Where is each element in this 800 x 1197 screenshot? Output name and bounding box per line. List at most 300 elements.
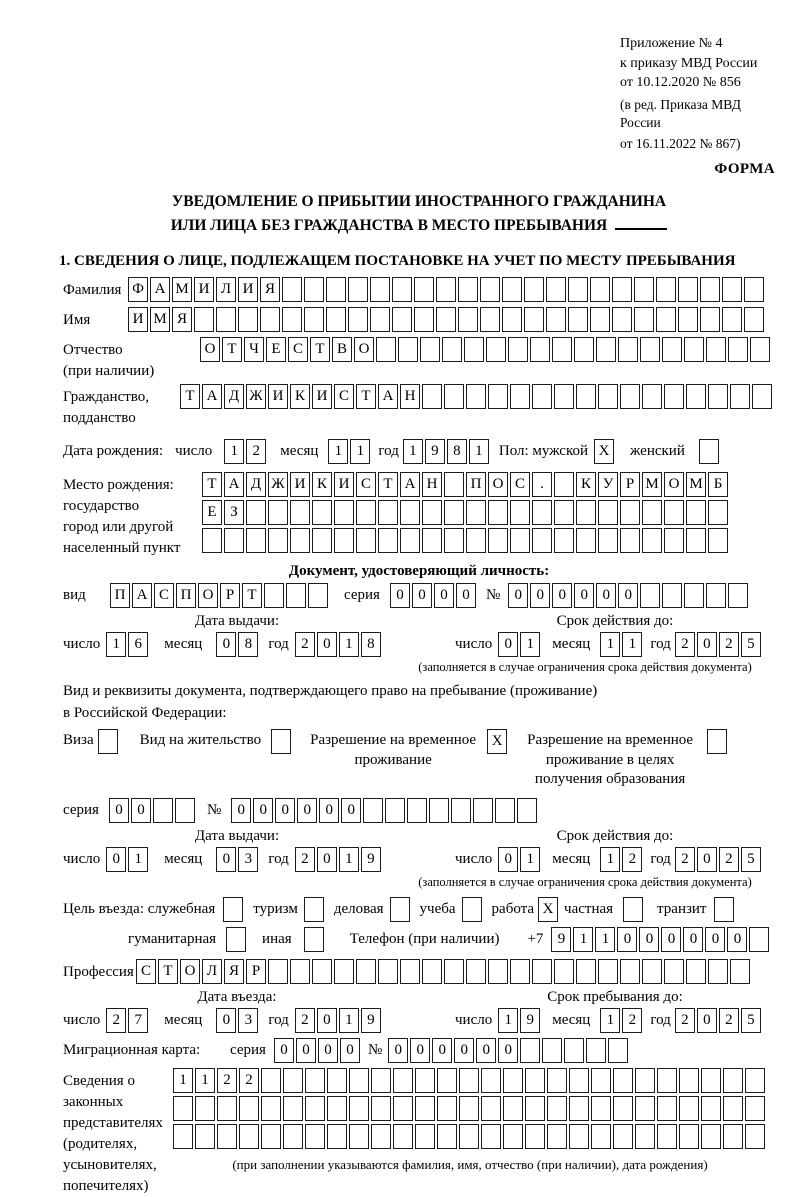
char-cell[interactable] <box>598 528 618 553</box>
char-cell[interactable] <box>532 528 552 553</box>
char-cell[interactable] <box>414 277 434 302</box>
patronymic-boxes[interactable] <box>200 337 772 362</box>
char-cell[interactable]: П <box>110 583 130 608</box>
char-cell[interactable]: 0 <box>697 847 717 872</box>
char-cell[interactable] <box>730 959 750 984</box>
char-cell[interactable] <box>576 500 596 525</box>
char-cell[interactable] <box>444 472 464 497</box>
char-cell[interactable]: И <box>128 307 148 332</box>
char-cell[interactable]: 2 <box>719 632 739 657</box>
char-cell[interactable] <box>576 528 596 553</box>
char-cell[interactable] <box>334 959 354 984</box>
char-cell[interactable] <box>444 500 464 525</box>
char-cell[interactable] <box>750 337 770 362</box>
char-cell[interactable] <box>634 307 654 332</box>
char-cell[interactable] <box>503 1096 523 1121</box>
char-cell[interactable] <box>459 1096 479 1121</box>
char-cell[interactable] <box>612 277 632 302</box>
residence-permit-checkbox[interactable] <box>271 729 293 754</box>
char-cell[interactable] <box>268 500 288 525</box>
char-cell[interactable]: Я <box>224 959 244 984</box>
char-cell[interactable] <box>502 277 522 302</box>
doc-issue-month-boxes[interactable] <box>216 632 260 657</box>
char-cell[interactable] <box>510 384 530 409</box>
char-cell[interactable] <box>554 528 574 553</box>
sex-male-checkbox[interactable] <box>594 439 616 464</box>
char-cell[interactable] <box>552 337 572 362</box>
char-cell[interactable]: 0 <box>498 847 518 872</box>
char-cell[interactable] <box>708 500 728 525</box>
char-cell[interactable]: 2 <box>719 847 739 872</box>
char-cell[interactable]: 1 <box>173 1068 193 1093</box>
entry-day-boxes[interactable] <box>106 1008 150 1033</box>
char-cell[interactable] <box>598 384 618 409</box>
char-cell[interactable]: С <box>136 959 156 984</box>
char-cell[interactable]: 0 <box>275 798 295 823</box>
char-cell[interactable] <box>524 277 544 302</box>
char-cell[interactable] <box>326 277 346 302</box>
char-cell[interactable] <box>217 1124 237 1149</box>
char-cell[interactable] <box>398 337 418 362</box>
char-cell[interactable] <box>305 1068 325 1093</box>
char-cell[interactable] <box>436 277 456 302</box>
char-cell[interactable] <box>283 1068 303 1093</box>
char-cell[interactable]: 1 <box>339 1008 359 1033</box>
char-cell[interactable]: 1 <box>498 1008 518 1033</box>
char-cell[interactable]: Т <box>222 337 242 362</box>
char-cell[interactable] <box>393 1124 413 1149</box>
char-cell[interactable] <box>348 277 368 302</box>
char-cell[interactable]: 1 <box>595 927 615 952</box>
char-cell[interactable] <box>520 1038 540 1063</box>
char-cell[interactable] <box>590 307 610 332</box>
char-cell[interactable]: 1 <box>195 1068 215 1093</box>
char-cell[interactable] <box>290 528 310 553</box>
char-cell[interactable]: Я <box>172 307 192 332</box>
char-cell[interactable] <box>268 528 288 553</box>
char-cell[interactable]: С <box>356 472 376 497</box>
char-cell[interactable]: С <box>154 583 174 608</box>
char-cell[interactable] <box>564 1038 584 1063</box>
char-cell[interactable] <box>569 1068 589 1093</box>
char-cell[interactable] <box>730 384 750 409</box>
char-cell[interactable] <box>700 307 720 332</box>
char-cell[interactable]: М <box>172 277 192 302</box>
char-cell[interactable] <box>376 337 396 362</box>
char-cell[interactable] <box>444 384 464 409</box>
given-name-boxes[interactable] <box>128 307 766 332</box>
char-cell[interactable] <box>744 277 764 302</box>
char-cell[interactable] <box>503 1124 523 1149</box>
char-cell[interactable] <box>554 959 574 984</box>
char-cell[interactable]: 0 <box>106 847 126 872</box>
char-cell[interactable]: Т <box>356 384 376 409</box>
char-cell[interactable] <box>586 1038 606 1063</box>
char-cell[interactable]: И <box>238 277 258 302</box>
char-cell[interactable] <box>466 500 486 525</box>
char-cell[interactable]: 8 <box>238 632 258 657</box>
char-cell[interactable]: 0 <box>340 1038 360 1063</box>
char-cell[interactable] <box>569 1124 589 1149</box>
stay-year-boxes[interactable] <box>675 1008 763 1033</box>
char-cell[interactable] <box>480 307 500 332</box>
char-cell[interactable] <box>349 1124 369 1149</box>
char-cell[interactable] <box>714 897 734 922</box>
char-cell[interactable]: А <box>378 384 398 409</box>
char-cell[interactable] <box>525 1068 545 1093</box>
char-cell[interactable] <box>546 307 566 332</box>
profession-boxes[interactable] <box>136 959 752 984</box>
doc-issue-year-boxes[interactable] <box>295 632 383 657</box>
char-cell[interactable] <box>356 959 376 984</box>
char-cell[interactable] <box>678 307 698 332</box>
char-cell[interactable] <box>261 1124 281 1149</box>
char-cell[interactable] <box>481 1096 501 1121</box>
char-cell[interactable]: М <box>150 307 170 332</box>
char-cell[interactable] <box>371 1124 391 1149</box>
char-cell[interactable] <box>282 277 302 302</box>
char-cell[interactable] <box>305 1124 325 1149</box>
char-cell[interactable]: 0 <box>390 583 410 608</box>
char-cell[interactable] <box>486 337 506 362</box>
char-cell[interactable] <box>466 959 486 984</box>
char-cell[interactable] <box>620 500 640 525</box>
char-cell[interactable]: 0 <box>697 632 717 657</box>
char-cell[interactable]: 1 <box>403 439 423 464</box>
char-cell[interactable] <box>462 897 482 922</box>
char-cell[interactable]: Р <box>620 472 640 497</box>
char-cell[interactable] <box>400 500 420 525</box>
char-cell[interactable]: 0 <box>296 1038 316 1063</box>
char-cell[interactable]: 0 <box>727 927 747 952</box>
char-cell[interactable] <box>612 307 632 332</box>
char-cell[interactable] <box>679 1096 699 1121</box>
char-cell[interactable] <box>407 798 427 823</box>
char-cell[interactable]: 1 <box>106 632 126 657</box>
char-cell[interactable] <box>304 277 324 302</box>
char-cell[interactable] <box>554 384 574 409</box>
char-cell[interactable]: Л <box>202 959 222 984</box>
char-cell[interactable]: П <box>466 472 486 497</box>
char-cell[interactable] <box>442 337 462 362</box>
visa-checkbox[interactable] <box>98 729 120 754</box>
char-cell[interactable]: 7 <box>128 1008 148 1033</box>
char-cell[interactable]: 1 <box>328 439 348 464</box>
char-cell[interactable] <box>679 1068 699 1093</box>
char-cell[interactable]: Ч <box>244 337 264 362</box>
char-cell[interactable]: 0 <box>456 583 476 608</box>
char-cell[interactable] <box>464 337 484 362</box>
char-cell[interactable] <box>634 277 654 302</box>
char-cell[interactable] <box>620 959 640 984</box>
doc-valid-month-boxes[interactable] <box>600 632 644 657</box>
char-cell[interactable]: Р <box>246 959 266 984</box>
purpose-tourism-checkbox[interactable] <box>304 897 326 922</box>
char-cell[interactable]: 2 <box>217 1068 237 1093</box>
char-cell[interactable] <box>752 384 772 409</box>
char-cell[interactable] <box>569 1096 589 1121</box>
char-cell[interactable] <box>510 959 530 984</box>
char-cell[interactable]: 8 <box>447 439 467 464</box>
char-cell[interactable] <box>239 1124 259 1149</box>
char-cell[interactable]: 2 <box>246 439 266 464</box>
char-cell[interactable]: 1 <box>469 439 489 464</box>
char-cell[interactable] <box>664 959 684 984</box>
char-cell[interactable] <box>722 307 742 332</box>
char-cell[interactable]: Т <box>310 337 330 362</box>
char-cell[interactable]: Л <box>216 277 236 302</box>
char-cell[interactable] <box>708 959 728 984</box>
char-cell[interactable] <box>591 1096 611 1121</box>
char-cell[interactable]: И <box>312 384 332 409</box>
char-cell[interactable]: В <box>332 337 352 362</box>
birth-month-boxes[interactable] <box>328 439 372 464</box>
char-cell[interactable] <box>547 1068 567 1093</box>
char-cell[interactable] <box>618 337 638 362</box>
char-cell[interactable] <box>422 500 442 525</box>
permit-issue-day-boxes[interactable] <box>106 847 150 872</box>
char-cell[interactable] <box>656 307 676 332</box>
char-cell[interactable] <box>706 337 726 362</box>
char-cell[interactable] <box>620 384 640 409</box>
char-cell[interactable] <box>370 307 390 332</box>
char-cell[interactable]: 8 <box>361 632 381 657</box>
char-cell[interactable]: А <box>132 583 152 608</box>
char-cell[interactable] <box>591 1068 611 1093</box>
char-cell[interactable] <box>708 384 728 409</box>
char-cell[interactable]: Е <box>202 500 222 525</box>
char-cell[interactable] <box>415 1068 435 1093</box>
char-cell[interactable] <box>327 1096 347 1121</box>
entry-month-boxes[interactable] <box>216 1008 260 1033</box>
char-cell[interactable] <box>400 528 420 553</box>
char-cell[interactable] <box>436 307 456 332</box>
char-cell[interactable] <box>98 729 118 754</box>
char-cell[interactable]: А <box>150 277 170 302</box>
char-cell[interactable] <box>194 307 214 332</box>
char-cell[interactable] <box>547 1124 567 1149</box>
char-cell[interactable] <box>459 1068 479 1093</box>
char-cell[interactable]: 1 <box>600 847 620 872</box>
char-cell[interactable] <box>444 959 464 984</box>
char-cell[interactable]: Т <box>158 959 178 984</box>
char-cell[interactable]: 0 <box>596 583 616 608</box>
temp-residence-checkbox[interactable] <box>487 729 509 754</box>
char-cell[interactable] <box>608 1038 628 1063</box>
char-cell[interactable] <box>422 384 442 409</box>
char-cell[interactable] <box>517 798 537 823</box>
purpose-transit-checkbox[interactable] <box>714 897 736 922</box>
char-cell[interactable]: Н <box>400 384 420 409</box>
char-cell[interactable] <box>216 307 236 332</box>
char-cell[interactable] <box>451 798 471 823</box>
birth-day-boxes[interactable] <box>224 439 268 464</box>
char-cell[interactable]: Ф <box>128 277 148 302</box>
char-cell[interactable]: 0 <box>530 583 550 608</box>
char-cell[interactable] <box>356 528 376 553</box>
char-cell[interactable]: 1 <box>350 439 370 464</box>
char-cell[interactable] <box>371 1068 391 1093</box>
char-cell[interactable]: 0 <box>317 1008 337 1033</box>
char-cell[interactable] <box>246 500 266 525</box>
char-cell[interactable]: 0 <box>410 1038 430 1063</box>
char-cell[interactable] <box>390 897 410 922</box>
char-cell[interactable] <box>223 897 243 922</box>
char-cell[interactable]: 0 <box>552 583 572 608</box>
char-cell[interactable] <box>701 1124 721 1149</box>
char-cell[interactable] <box>261 1096 281 1121</box>
permit-series-boxes[interactable] <box>109 798 197 823</box>
char-cell[interactable] <box>532 959 552 984</box>
char-cell[interactable] <box>554 500 574 525</box>
char-cell[interactable]: 1 <box>622 632 642 657</box>
char-cell[interactable] <box>640 337 660 362</box>
char-cell[interactable] <box>642 384 662 409</box>
char-cell[interactable]: О <box>198 583 218 608</box>
char-cell[interactable] <box>488 500 508 525</box>
char-cell[interactable] <box>635 1124 655 1149</box>
char-cell[interactable]: 0 <box>508 583 528 608</box>
char-cell[interactable] <box>238 307 258 332</box>
char-cell[interactable]: 2 <box>622 847 642 872</box>
char-cell[interactable]: А <box>202 384 222 409</box>
char-cell[interactable]: Ж <box>268 472 288 497</box>
char-cell[interactable] <box>458 307 478 332</box>
char-cell[interactable] <box>503 1068 523 1093</box>
char-cell[interactable]: 9 <box>551 927 571 952</box>
purpose-other-checkbox[interactable] <box>304 927 326 952</box>
char-cell[interactable]: 0 <box>661 927 681 952</box>
char-cell[interactable] <box>202 528 222 553</box>
char-cell[interactable] <box>349 1096 369 1121</box>
purpose-business-checkbox[interactable] <box>390 897 412 922</box>
char-cell[interactable]: 1 <box>339 632 359 657</box>
char-cell[interactable] <box>437 1068 457 1093</box>
char-cell[interactable] <box>290 500 310 525</box>
char-cell[interactable] <box>749 927 769 952</box>
char-cell[interactable] <box>701 1068 721 1093</box>
temp-residence-edu-checkbox[interactable] <box>707 729 729 754</box>
doc-issue-day-boxes[interactable] <box>106 632 150 657</box>
char-cell[interactable] <box>334 500 354 525</box>
char-cell[interactable] <box>283 1096 303 1121</box>
char-cell[interactable]: 0 <box>317 632 337 657</box>
char-cell[interactable]: А <box>400 472 420 497</box>
char-cell[interactable] <box>264 583 284 608</box>
char-cell[interactable]: 0 <box>432 1038 452 1063</box>
char-cell[interactable] <box>620 528 640 553</box>
char-cell[interactable] <box>547 1096 567 1121</box>
char-cell[interactable]: Б <box>708 472 728 497</box>
birth-year-boxes[interactable] <box>403 439 491 464</box>
char-cell[interactable]: К <box>290 384 310 409</box>
char-cell[interactable] <box>217 1096 237 1121</box>
char-cell[interactable] <box>348 307 368 332</box>
char-cell[interactable] <box>393 1096 413 1121</box>
char-cell[interactable]: Т <box>180 384 200 409</box>
char-cell[interactable]: 0 <box>109 798 129 823</box>
char-cell[interactable] <box>590 277 610 302</box>
char-cell[interactable] <box>576 384 596 409</box>
permit-number-boxes[interactable] <box>231 798 539 823</box>
char-cell[interactable]: 3 <box>238 847 258 872</box>
char-cell[interactable]: 0 <box>476 1038 496 1063</box>
char-cell[interactable]: 1 <box>600 1008 620 1033</box>
char-cell[interactable] <box>305 1096 325 1121</box>
char-cell[interactable] <box>662 583 682 608</box>
char-cell[interactable]: У <box>598 472 618 497</box>
char-cell[interactable]: X <box>538 897 558 922</box>
char-cell[interactable]: 5 <box>741 847 761 872</box>
char-cell[interactable]: 2 <box>675 847 695 872</box>
char-cell[interactable] <box>173 1124 193 1149</box>
char-cell[interactable] <box>437 1096 457 1121</box>
char-cell[interactable] <box>239 1096 259 1121</box>
char-cell[interactable]: О <box>200 337 220 362</box>
char-cell[interactable]: 0 <box>498 632 518 657</box>
char-cell[interactable]: 0 <box>216 847 236 872</box>
char-cell[interactable] <box>415 1124 435 1149</box>
doc-number-boxes[interactable] <box>508 583 750 608</box>
char-cell[interactable] <box>642 528 662 553</box>
phone-boxes[interactable] <box>551 927 771 952</box>
char-cell[interactable] <box>623 897 643 922</box>
char-cell[interactable] <box>363 798 383 823</box>
char-cell[interactable] <box>495 798 515 823</box>
char-cell[interactable]: 0 <box>319 798 339 823</box>
char-cell[interactable] <box>224 528 244 553</box>
char-cell[interactable]: П <box>176 583 196 608</box>
char-cell[interactable]: О <box>488 472 508 497</box>
char-cell[interactable]: С <box>510 472 530 497</box>
char-cell[interactable]: 0 <box>216 1008 236 1033</box>
char-cell[interactable]: И <box>290 472 310 497</box>
stay-month-boxes[interactable] <box>600 1008 644 1033</box>
char-cell[interactable] <box>385 798 405 823</box>
char-cell[interactable]: 0 <box>341 798 361 823</box>
char-cell[interactable]: 2 <box>239 1068 259 1093</box>
doc-valid-day-boxes[interactable] <box>498 632 542 657</box>
guardians-boxes-row3[interactable] <box>173 1124 767 1149</box>
birthplace-boxes-row2[interactable] <box>202 500 730 525</box>
char-cell[interactable] <box>420 337 440 362</box>
char-cell[interactable] <box>356 500 376 525</box>
char-cell[interactable]: М <box>642 472 662 497</box>
char-cell[interactable]: 9 <box>520 1008 540 1033</box>
char-cell[interactable] <box>400 959 420 984</box>
char-cell[interactable] <box>488 959 508 984</box>
char-cell[interactable] <box>532 500 552 525</box>
char-cell[interactable]: 1 <box>573 927 593 952</box>
char-cell[interactable] <box>613 1124 633 1149</box>
char-cell[interactable] <box>326 307 346 332</box>
char-cell[interactable]: Р <box>220 583 240 608</box>
char-cell[interactable]: Т <box>202 472 222 497</box>
char-cell[interactable]: Е <box>266 337 286 362</box>
char-cell[interactable] <box>502 307 522 332</box>
purpose-humanitarian-checkbox[interactable] <box>226 927 248 952</box>
char-cell[interactable] <box>458 277 478 302</box>
char-cell[interactable]: 9 <box>425 439 445 464</box>
char-cell[interactable] <box>153 798 173 823</box>
char-cell[interactable]: 2 <box>675 1008 695 1033</box>
doc-series-boxes[interactable] <box>390 583 478 608</box>
char-cell[interactable] <box>308 583 328 608</box>
char-cell[interactable]: 0 <box>131 798 151 823</box>
char-cell[interactable] <box>546 277 566 302</box>
char-cell[interactable] <box>656 277 676 302</box>
char-cell[interactable]: А <box>224 472 244 497</box>
